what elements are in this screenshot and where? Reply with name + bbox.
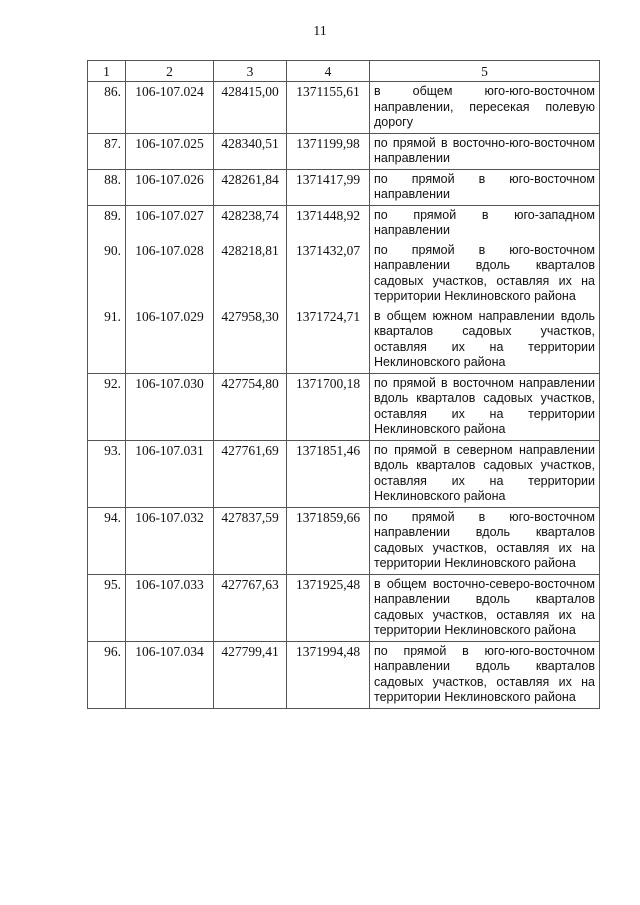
header-col-4: 4 bbox=[287, 61, 370, 82]
table-row bbox=[88, 205, 600, 241]
header-col-2: 2 bbox=[126, 61, 214, 82]
y-coordinate-cell: 1371724,71 bbox=[287, 307, 370, 374]
table-row bbox=[88, 82, 600, 134]
x-coordinate-cell: 428238,74 bbox=[214, 205, 287, 241]
y-coordinate-cell: 1371155,61 bbox=[287, 82, 370, 134]
page-number: 11 bbox=[313, 24, 327, 39]
point-id-cell: 106-107.032 bbox=[126, 507, 214, 574]
boundary-points-table bbox=[87, 60, 600, 709]
table-row bbox=[88, 440, 600, 507]
y-coordinate-cell: 1371448,92 bbox=[287, 205, 370, 241]
point-id-cell: 106-107.034 bbox=[126, 641, 214, 708]
x-coordinate-cell: 428340,51 bbox=[214, 133, 287, 169]
header-col-3: 3 bbox=[214, 61, 287, 82]
table-row bbox=[88, 169, 600, 205]
x-coordinate-cell: 427767,63 bbox=[214, 574, 287, 641]
y-coordinate-cell: 1371859,66 bbox=[287, 507, 370, 574]
x-coordinate-cell: 427754,80 bbox=[214, 373, 287, 440]
point-number-cell: 86. bbox=[88, 82, 126, 134]
x-coordinate-cell: 427837,59 bbox=[214, 507, 287, 574]
y-coordinate-cell: 1371432,07 bbox=[287, 241, 370, 307]
point-number-cell: 89. bbox=[88, 205, 126, 241]
x-coordinate-cell: 428261,84 bbox=[214, 169, 287, 205]
table-row bbox=[88, 641, 600, 708]
point-id-cell: 106-107.033 bbox=[126, 574, 214, 641]
point-number-cell: 96. bbox=[88, 641, 126, 708]
direction-description-cell: по прямой в восточном направлении вдоль кварталов садовых участков, оставляя их на территории Неклиновского района bbox=[370, 373, 600, 440]
table-body bbox=[88, 82, 600, 709]
point-number-cell: 93. bbox=[88, 440, 126, 507]
direction-description-cell: в общем юго-юго-восточном направлении, пересекая полевую дорогу bbox=[370, 82, 600, 134]
table-row bbox=[88, 507, 600, 574]
x-coordinate-cell: 428415,00 bbox=[214, 82, 287, 134]
direction-description-cell: по прямой в юго-западном направлении bbox=[370, 205, 600, 241]
y-coordinate-cell: 1371199,98 bbox=[287, 133, 370, 169]
point-number-cell: 94. bbox=[88, 507, 126, 574]
point-id-cell: 106-107.029 bbox=[126, 307, 214, 374]
x-coordinate-cell: 427799,41 bbox=[214, 641, 287, 708]
y-coordinate-cell: 1371925,48 bbox=[287, 574, 370, 641]
header-col-1: 1 bbox=[88, 61, 126, 82]
point-number-cell: 95. bbox=[88, 574, 126, 641]
point-number-cell: 92. bbox=[88, 373, 126, 440]
point-id-cell: 106-107.030 bbox=[126, 373, 214, 440]
point-number-cell: 88. bbox=[88, 169, 126, 205]
point-id-cell: 106-107.025 bbox=[126, 133, 214, 169]
direction-description-cell: в общем восточно-северо-восточном направлении вдоль кварталов садовых участков, оставляя их на территории Неклиновского района bbox=[370, 574, 600, 641]
table-row bbox=[88, 133, 600, 169]
y-coordinate-cell: 1371994,48 bbox=[287, 641, 370, 708]
direction-description-cell: по прямой в юго-восточном направлении bbox=[370, 169, 600, 205]
direction-description-cell: по прямой в юго-юго-восточном направлении вдоль кварталов садовых участков, оставляя их на территории Неклиновского района bbox=[370, 641, 600, 708]
point-number-cell: 91. bbox=[88, 307, 126, 374]
direction-description-cell: по прямой в юго-восточном направлении вдоль кварталов садовых участков, оставляя их на территории Неклиновского района bbox=[370, 241, 600, 307]
x-coordinate-cell: 427958,30 bbox=[214, 307, 287, 374]
table-row bbox=[88, 241, 600, 307]
direction-description-cell: по прямой в восточно-юго-восточном направлении bbox=[370, 133, 600, 169]
table-row bbox=[88, 574, 600, 641]
x-coordinate-cell: 428218,81 bbox=[214, 241, 287, 307]
table-row bbox=[88, 307, 600, 374]
point-id-cell: 106-107.024 bbox=[126, 82, 214, 134]
table-header bbox=[88, 61, 600, 82]
direction-description-cell: по прямой в северном направлении вдоль кварталов садовых участков, оставляя их на территории Неклиновского района bbox=[370, 440, 600, 507]
point-number-cell: 87. bbox=[88, 133, 126, 169]
point-id-cell: 106-107.026 bbox=[126, 169, 214, 205]
y-coordinate-cell: 1371417,99 bbox=[287, 169, 370, 205]
table-row bbox=[88, 373, 600, 440]
direction-description-cell: в общем южном направлении вдоль кварталов садовых участков, оставляя их на территории Неклиновского района bbox=[370, 307, 600, 374]
y-coordinate-cell: 1371700,18 bbox=[287, 373, 370, 440]
header-col-5: 5 bbox=[370, 61, 600, 82]
direction-description-cell: по прямой в юго-восточном направлении вдоль кварталов садовых участков, оставляя их на территории Неклиновского района bbox=[370, 507, 600, 574]
point-id-cell: 106-107.028 bbox=[126, 241, 214, 307]
y-coordinate-cell: 1371851,46 bbox=[287, 440, 370, 507]
point-id-cell: 106-107.027 bbox=[126, 205, 214, 241]
point-id-cell: 106-107.031 bbox=[126, 440, 214, 507]
point-number-cell: 90. bbox=[88, 241, 126, 307]
x-coordinate-cell: 427761,69 bbox=[214, 440, 287, 507]
